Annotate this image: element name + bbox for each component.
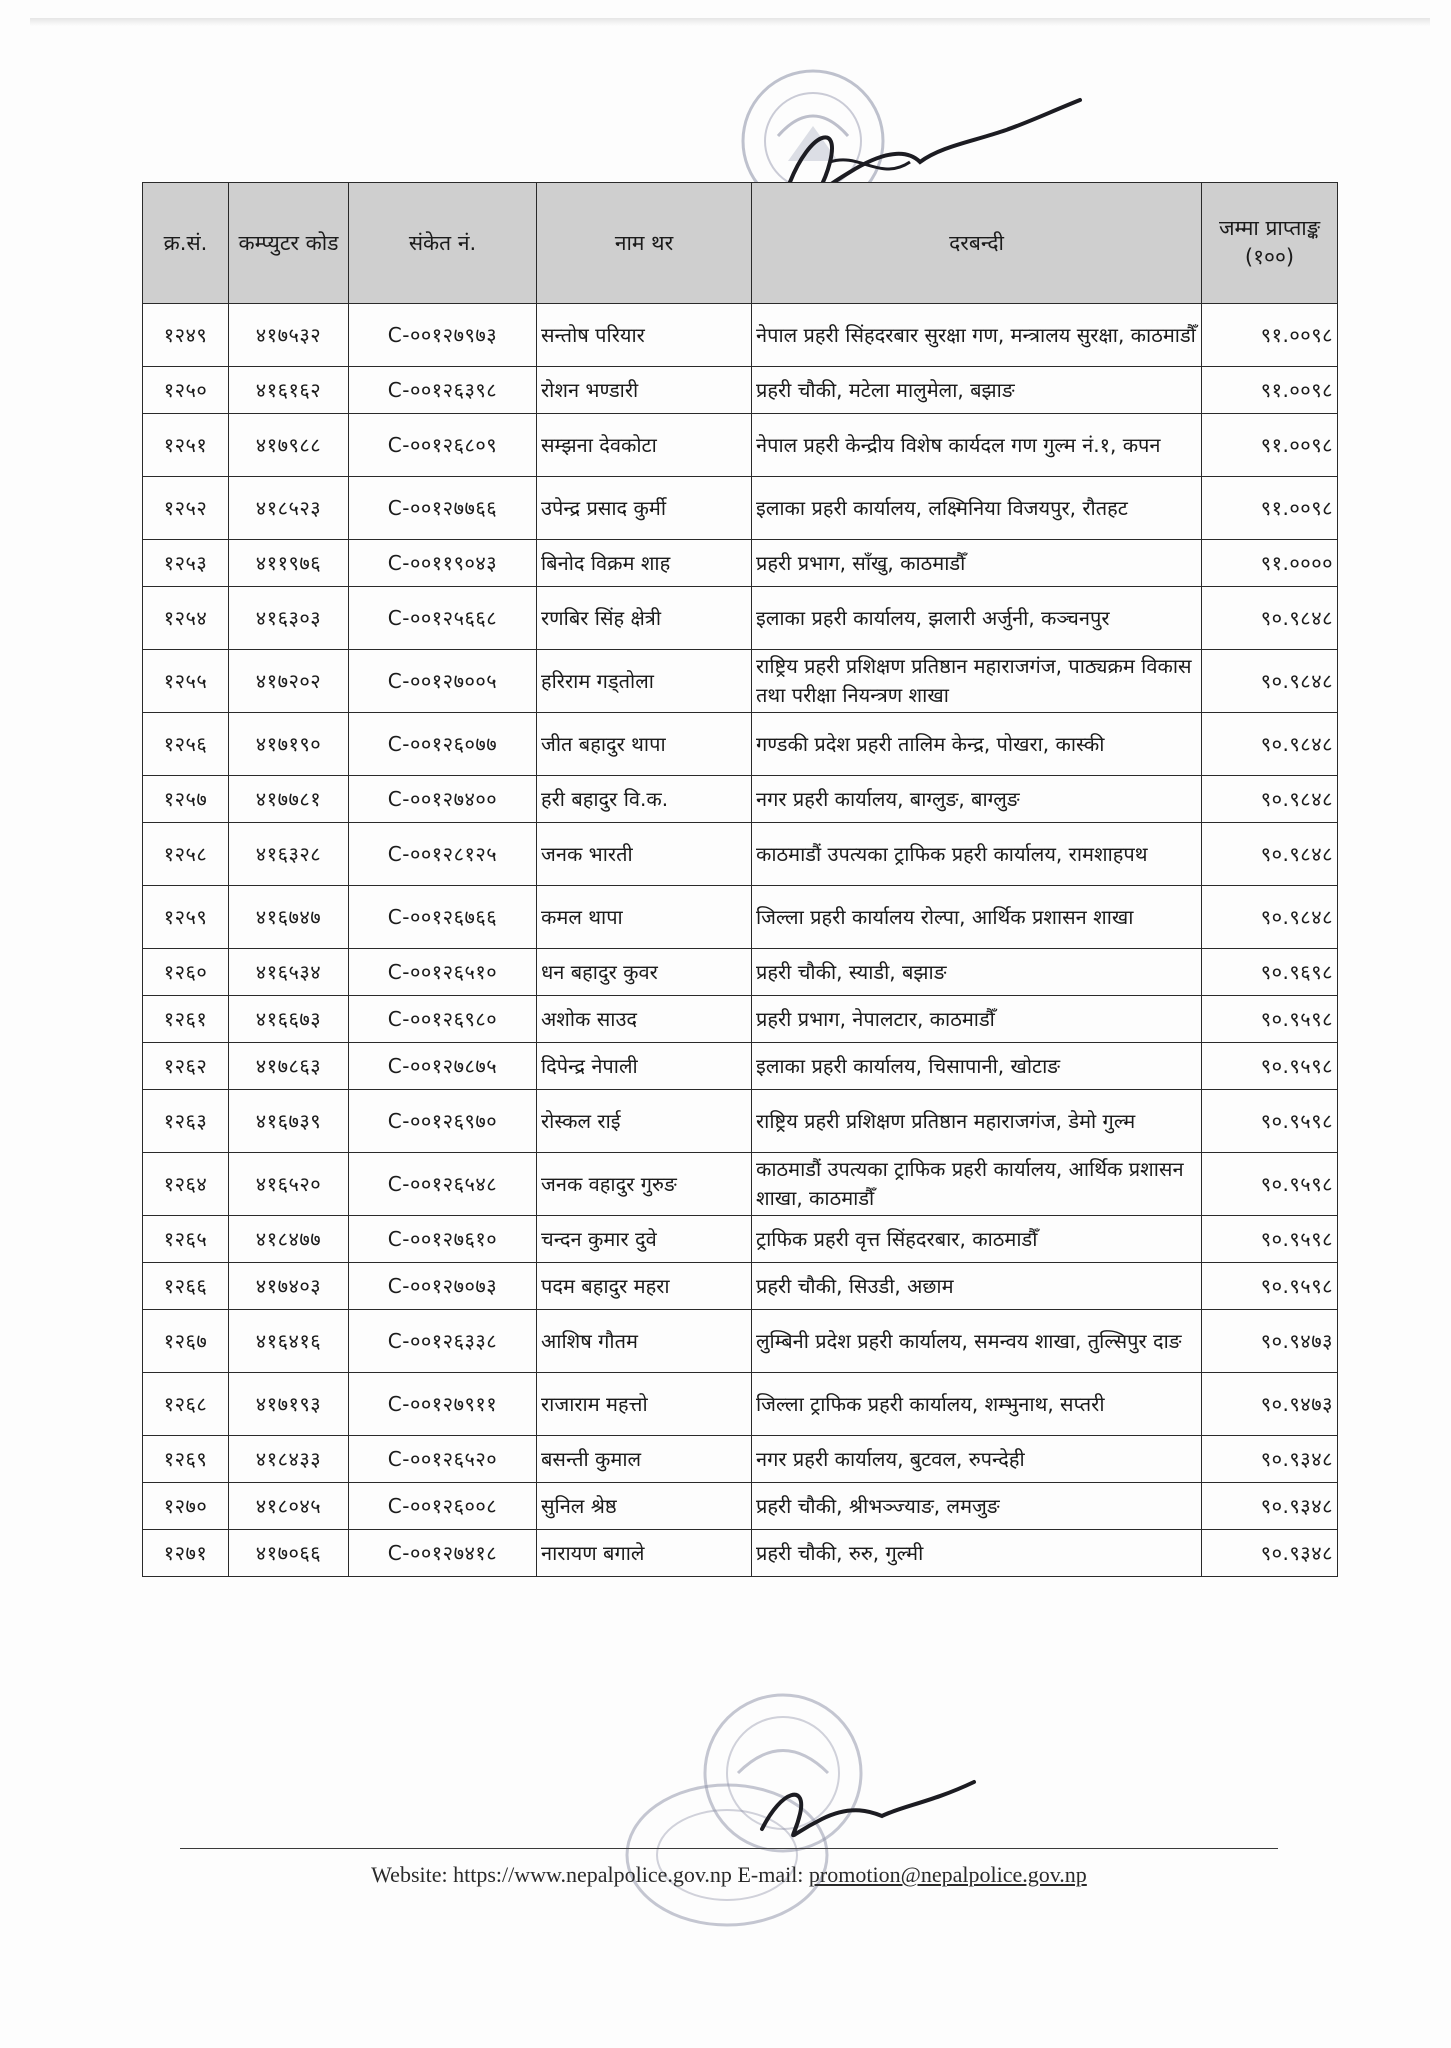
table-row [143, 304, 1338, 367]
symbol-cell: C-००१२७७६६ [349, 477, 537, 540]
symbol-cell: C-००१२७००५ [349, 650, 537, 713]
post-cell: प्रहरी प्रभाग, साँखु, काठमाडौँ [752, 540, 1202, 587]
website-text: Website: https://www.nepalpolice.gov.np [371, 1862, 732, 1887]
post-cell: प्रहरी चौकी, श्रीभञ्ज्याङ, लमजुङ [752, 1483, 1202, 1530]
table-row [143, 540, 1338, 587]
symbol-cell: C-००१२७९७३ [349, 304, 537, 367]
code-cell: ४१७१९३ [229, 1373, 349, 1436]
name-cell: अशोक साउद [537, 996, 752, 1043]
score-cell: ९०.९५९८ [1202, 1153, 1338, 1216]
serial-cell: १२६३ [143, 1090, 229, 1153]
symbol-cell: C-००१२७०७३ [349, 1263, 537, 1310]
name-cell: सन्तोष परियार [537, 304, 752, 367]
symbol-cell: C-००१२६७६६ [349, 886, 537, 949]
post-cell: ट्राफिक प्रहरी वृत्त सिंहदरबार, काठमाडौँ [752, 1216, 1202, 1263]
email-link[interactable]: promotion@nepalpolice.gov.np [808, 1862, 1087, 1887]
name-cell: कमल थापा [537, 886, 752, 949]
code-cell: ४१७५३२ [229, 304, 349, 367]
post-cell: नेपाल प्रहरी सिंहदरबार सुरक्षा गण, मन्त्रालय सुरक्षा, काठमाडौँ [752, 304, 1202, 367]
col-code-header: कम्प्युटर कोड [229, 183, 349, 304]
post-cell: प्रहरी चौकी, सिउडी, अछाम [752, 1263, 1202, 1310]
name-cell: जनक वहादुर गुरुङ [537, 1153, 752, 1216]
col-symbol-header: संकेत नं. [349, 183, 537, 304]
symbol-cell: C-००१२६३३८ [349, 1310, 537, 1373]
post-cell: नेपाल प्रहरी केन्द्रीय विशेष कार्यदल गण गुल्म नं.१, कपन [752, 414, 1202, 477]
table-row [143, 1530, 1338, 1577]
table-row [143, 1043, 1338, 1090]
post-cell: गण्डकी प्रदेश प्रहरी तालिम केन्द्र, पोखरा, कास्की [752, 713, 1202, 776]
serial-cell: १२६० [143, 949, 229, 996]
name-cell: चन्दन कुमार दुवे [537, 1216, 752, 1263]
score-cell: ९०.९८४८ [1202, 587, 1338, 650]
post-cell: नगर प्रहरी कार्यालय, बाग्लुङ, बाग्लुङ [752, 776, 1202, 823]
name-cell: आशिष गौतम [537, 1310, 752, 1373]
code-cell: ४१६७४७ [229, 886, 349, 949]
table-row [143, 477, 1338, 540]
code-cell: ४१८४७७ [229, 1216, 349, 1263]
name-cell: राजाराम महत्तो [537, 1373, 752, 1436]
name-cell: सम्झना देवकोटा [537, 414, 752, 477]
score-cell: ९१.००९८ [1202, 367, 1338, 414]
name-cell: बसन्ती कुमाल [537, 1436, 752, 1483]
code-cell: ४१६३२८ [229, 823, 349, 886]
score-cell: ९०.९५९८ [1202, 1090, 1338, 1153]
code-cell: ४१६५२० [229, 1153, 349, 1216]
table-row [143, 1310, 1338, 1373]
table-row [143, 367, 1338, 414]
score-cell: ९०.९५९८ [1202, 1043, 1338, 1090]
score-cell: ९१.००९८ [1202, 477, 1338, 540]
table-row [143, 823, 1338, 886]
footer-divider [180, 1848, 1278, 1849]
name-cell: पदम बहादुर महरा [537, 1263, 752, 1310]
name-cell: जनक भारती [537, 823, 752, 886]
post-cell: काठमाडौं उपत्यका ट्राफिक प्रहरी कार्यालय, रामशाहपथ [752, 823, 1202, 886]
score-cell: ९०.९८४८ [1202, 650, 1338, 713]
name-cell: बिनोद विक्रम शाह [537, 540, 752, 587]
email-label: E-mail: [737, 1862, 804, 1887]
name-cell: हरिराम गड्तोला [537, 650, 752, 713]
post-cell: नगर प्रहरी कार्यालय, बुटवल, रुपन्देही [752, 1436, 1202, 1483]
col-name-header: नाम थर [537, 183, 752, 304]
name-cell: सुनिल श्रेष्ठ [537, 1483, 752, 1530]
symbol-cell: C-००१२७९११ [349, 1373, 537, 1436]
name-cell: रोस्कल राई [537, 1090, 752, 1153]
serial-cell: १२६८ [143, 1373, 229, 1436]
score-cell: ९०.९५९८ [1202, 996, 1338, 1043]
table-row [143, 650, 1338, 713]
score-cell: ९०.९३४८ [1202, 1436, 1338, 1483]
code-cell: ४१६७३९ [229, 1090, 349, 1153]
symbol-cell: C-००१२६३९८ [349, 367, 537, 414]
name-cell: रोशन भण्डारी [537, 367, 752, 414]
post-cell: लुम्बिनी प्रदेश प्रहरी कार्यालय, समन्वय शाखा, तुल्सिपुर दाङ [752, 1310, 1202, 1373]
symbol-cell: C-००१२६९८० [349, 996, 537, 1043]
code-cell: ४१७१९० [229, 713, 349, 776]
score-cell: ९०.९८४८ [1202, 713, 1338, 776]
serial-cell: १२५० [143, 367, 229, 414]
table-row [143, 886, 1338, 949]
code-cell: ४१७८६३ [229, 1043, 349, 1090]
post-cell: इलाका प्रहरी कार्यालय, चिसापानी, खोटाङ [752, 1043, 1202, 1090]
col-post-header: दरबन्दी [752, 183, 1202, 304]
code-cell: ४१८०४५ [229, 1483, 349, 1530]
score-cell: ९०.९५९८ [1202, 1216, 1338, 1263]
code-cell: ४१७७८१ [229, 776, 349, 823]
name-cell: दिपेन्द्र नेपाली [537, 1043, 752, 1090]
code-cell: ४११९७६ [229, 540, 349, 587]
code-cell: ४१६३०३ [229, 587, 349, 650]
code-cell: ४१८४३३ [229, 1436, 349, 1483]
symbol-cell: C-००१२६००८ [349, 1483, 537, 1530]
symbol-cell: C-००१२५६६८ [349, 587, 537, 650]
serial-cell: १२६९ [143, 1436, 229, 1483]
name-cell: जीत बहादुर थापा [537, 713, 752, 776]
symbol-cell: C-००१२६८०९ [349, 414, 537, 477]
serial-cell: १२६६ [143, 1263, 229, 1310]
col-score-header: जम्मा प्राप्ताङ्क (१००) [1202, 183, 1338, 304]
serial-cell: १२६७ [143, 1310, 229, 1373]
post-cell: प्रहरी प्रभाग, नेपालटार, काठमाडौँ [752, 996, 1202, 1043]
table-row [143, 1436, 1338, 1483]
col-serial-header: क्र.सं. [143, 183, 229, 304]
symbol-cell: C-००१२७६१० [349, 1216, 537, 1263]
code-cell: ४१६४१६ [229, 1310, 349, 1373]
post-cell: प्रहरी चौकी, रुरु, गुल्मी [752, 1530, 1202, 1577]
code-cell: ४१६१६२ [229, 367, 349, 414]
serial-cell: १२५८ [143, 823, 229, 886]
post-cell: राष्ट्रिय प्रहरी प्रशिक्षण प्रतिष्ठान महाराजगंज, पाठ्यक्रम विकास तथा परीक्षा नियन्त्रण शाखा [752, 650, 1202, 713]
serial-cell: १२६५ [143, 1216, 229, 1263]
score-cell: ९१.००९८ [1202, 414, 1338, 477]
score-cell: ९१.०००० [1202, 540, 1338, 587]
post-cell: काठमाडौं उपत्यका ट्राफिक प्रहरी कार्यालय, आर्थिक प्रशासन शाखा, काठमाडौँ [752, 1153, 1202, 1216]
name-cell: उपेन्द्र प्रसाद कुर्मी [537, 477, 752, 540]
table-row [143, 949, 1338, 996]
table-row [143, 587, 1338, 650]
name-cell: धन बहादुर कुवर [537, 949, 752, 996]
code-cell: ४१८५२३ [229, 477, 349, 540]
serial-cell: १२५१ [143, 414, 229, 477]
symbol-cell: C-००१२६५२० [349, 1436, 537, 1483]
serial-cell: १२६२ [143, 1043, 229, 1090]
symbol-cell: C-००१२६०७७ [349, 713, 537, 776]
name-cell: नारायण बगाले [537, 1530, 752, 1577]
table-row [143, 1216, 1338, 1263]
serial-cell: १२५७ [143, 776, 229, 823]
post-cell: जिल्ला ट्राफिक प्रहरी कार्यालय, शम्भुनाथ, सप्तरी [752, 1373, 1202, 1436]
score-cell: ९१.००९८ [1202, 304, 1338, 367]
serial-cell: १२६१ [143, 996, 229, 1043]
name-cell: रणबिर सिंह क्षेत्री [537, 587, 752, 650]
table-row [143, 1373, 1338, 1436]
serial-cell: १२५६ [143, 713, 229, 776]
post-cell: इलाका प्रहरी कार्यालय, झलारी अर्जुनी, कञ्चनपुर [752, 587, 1202, 650]
serial-cell: १२५२ [143, 477, 229, 540]
score-cell: ९०.९५९८ [1202, 1263, 1338, 1310]
post-cell: जिल्ला प्रहरी कार्यालय रोल्पा, आर्थिक प्रशासन शाखा [752, 886, 1202, 949]
name-cell: हरी बहादुर वि.क. [537, 776, 752, 823]
post-cell: राष्ट्रिय प्रहरी प्रशिक्षण प्रतिष्ठान महाराजगंज, डेमो गुल्म [752, 1090, 1202, 1153]
score-cell: ९०.९८४८ [1202, 776, 1338, 823]
code-cell: ४१७०६६ [229, 1530, 349, 1577]
serial-cell: १२५४ [143, 587, 229, 650]
code-cell: ४१७९८८ [229, 414, 349, 477]
table-row [143, 776, 1338, 823]
results-table [142, 182, 1338, 1577]
score-cell: ९०.९८४८ [1202, 886, 1338, 949]
scan-edge [30, 18, 1430, 26]
code-cell: ४१७४०३ [229, 1263, 349, 1310]
table-row [143, 996, 1338, 1043]
post-cell: इलाका प्रहरी कार्यालय, लक्ष्मिनिया विजयपुर, रौतहट [752, 477, 1202, 540]
code-cell: ४१६६७३ [229, 996, 349, 1043]
serial-cell: १२५३ [143, 540, 229, 587]
post-cell: प्रहरी चौकी, स्याडी, बझाङ [752, 949, 1202, 996]
score-cell: ९०.९३४८ [1202, 1483, 1338, 1530]
symbol-cell: C-००१२७४०० [349, 776, 537, 823]
serial-cell: १२६४ [143, 1153, 229, 1216]
table-row [143, 713, 1338, 776]
serial-cell: १२७१ [143, 1530, 229, 1577]
symbol-cell: C-००१२८१२५ [349, 823, 537, 886]
symbol-cell: C-००१२७४१८ [349, 1530, 537, 1577]
score-cell: ९०.९८४८ [1202, 823, 1338, 886]
score-cell: ९०.९४७३ [1202, 1373, 1338, 1436]
code-cell: ४१६५३४ [229, 949, 349, 996]
serial-cell: १२५९ [143, 886, 229, 949]
symbol-cell: C-००१२६५४८ [349, 1153, 537, 1216]
post-cell: प्रहरी चौकी, मटेला मालुमेला, बझाङ [752, 367, 1202, 414]
signature-bottom [752, 1774, 982, 1844]
footer [180, 1862, 1278, 1888]
score-cell: ९०.९३४८ [1202, 1530, 1338, 1577]
table-row [143, 1090, 1338, 1153]
table-header-row [143, 183, 1338, 304]
score-cell: ९०.९४७३ [1202, 1310, 1338, 1373]
table-row [143, 1263, 1338, 1310]
table-row [143, 414, 1338, 477]
symbol-cell: C-००१२७८७५ [349, 1043, 537, 1090]
serial-cell: १२७० [143, 1483, 229, 1530]
symbol-cell: C-००१२६५१० [349, 949, 537, 996]
score-cell: ९०.९६९८ [1202, 949, 1338, 996]
serial-cell: १२४९ [143, 304, 229, 367]
table-row [143, 1483, 1338, 1530]
table-row [143, 1153, 1338, 1216]
symbol-cell: C-००१२६९७० [349, 1090, 537, 1153]
serial-cell: १२५५ [143, 650, 229, 713]
code-cell: ४१७२०२ [229, 650, 349, 713]
symbol-cell: C-००११९०४३ [349, 540, 537, 587]
